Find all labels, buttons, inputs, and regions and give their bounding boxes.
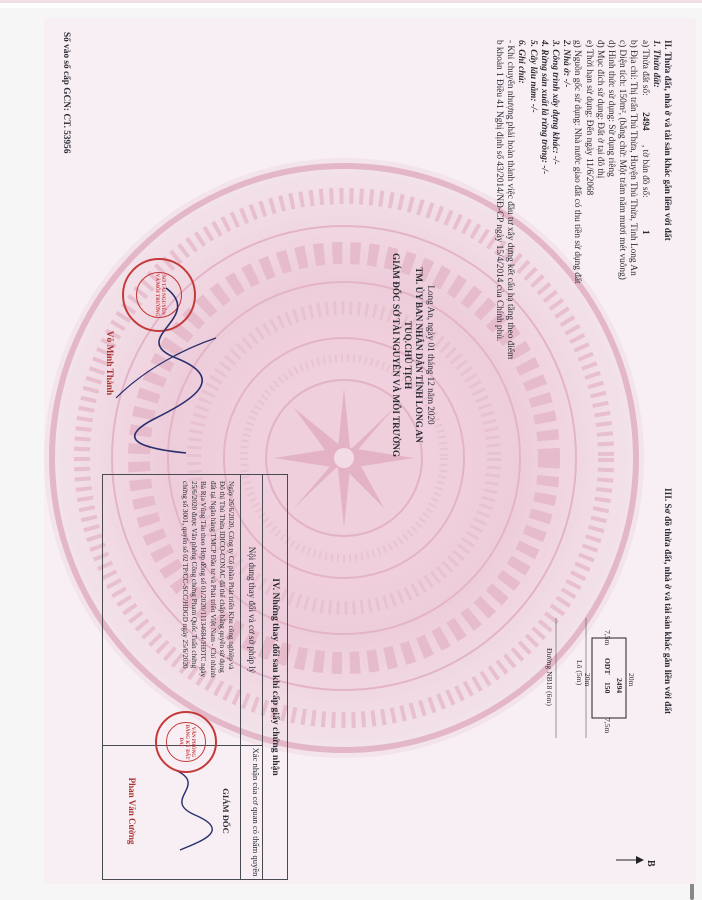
map-sheet-number: 1 xyxy=(639,230,650,235)
entry-line-5: 25/6/2020 được Văn phòng Công chứng Phạm Quốc Tuấn chứng xyxy=(190,481,199,669)
registry-line xyxy=(60,32,71,332)
note-line-2: b khoản 1 Điều 41 Nghị định số 43/2014/NĐ-CP ngày 15/4/2014 của Chính phủ. xyxy=(493,40,504,342)
table-divider xyxy=(262,475,263,879)
section-iii xyxy=(661,488,672,868)
notes-heading: 6. Ghi chú: xyxy=(516,40,527,84)
dim-top: 20m xyxy=(627,673,636,687)
note-line-1: - Khi chuyển nhượng phải hoàn thành việc đầu tư xây dựng kết cấu hạ tầng theo điểm xyxy=(505,40,516,360)
confirm-signer: Phan Văn Cường xyxy=(127,777,137,845)
office-seal-inner xyxy=(166,722,205,761)
registry-number: Số vào sổ cấp GCN: CT. 53956 xyxy=(61,32,71,154)
issuer-title: GIÁM ĐỐC SỞ TÀI NGUYÊN VÀ MÔI TRƯỜNG xyxy=(391,252,402,458)
land-use-code: ODT xyxy=(603,658,612,675)
north-arrow-label: B xyxy=(645,860,656,867)
entry-line-6: chứng số 3001, quyển số 02 TP/CC-SCC/HĐGD ngày 25/6/2020 xyxy=(180,481,189,669)
confirm-role: GIÁM ĐỐC xyxy=(221,788,231,834)
section-iv-title: IV. Những thay đổi sau khi cấp giấy chứng nhận xyxy=(270,578,281,776)
section-iii-title: III. Sơ đồ thửa đất, nhà ở và tài sản khác gắn liền với đất xyxy=(662,488,672,715)
other-construction-line: 3. Công trình xây dựng khác: -/- xyxy=(549,40,560,165)
signature-block xyxy=(390,240,436,470)
col-content-header: Nội dung thay đổi và cơ sở pháp lý xyxy=(247,546,257,674)
entry-line-2: Đô thị Thủ Thừa IDICO-CONAC đã thế chấp bằng quyền sử dụng xyxy=(217,481,226,673)
issuer-authority: TUQ.CHỦ TỊCH xyxy=(403,320,413,390)
parcel-number-line xyxy=(638,40,649,460)
handwritten-signature xyxy=(106,278,226,458)
road-label: Đường NB18 (6m) xyxy=(545,648,554,706)
seal-center-text: SỞ TÀI NGUYÊN VÀ MÔI TRƯỜNG xyxy=(154,273,166,317)
changes-table xyxy=(102,474,288,880)
plot-area: 150 xyxy=(603,682,612,694)
signer-name-wrap xyxy=(103,278,114,448)
section-ii xyxy=(493,40,672,460)
certificate-page xyxy=(44,18,696,884)
parcel-heading: 1. Thửa đất: xyxy=(650,40,661,88)
house-line: 2. Nhà ở: -/- xyxy=(561,40,572,88)
parcel-number: 2494 xyxy=(639,112,650,131)
confirm-signature xyxy=(155,765,215,855)
forest-line: 4. Rừng sản xuất là rừng trồng: -/- xyxy=(538,40,549,175)
dim-bottom: 20m xyxy=(583,673,592,687)
table-header-divider xyxy=(240,475,241,879)
col-confirmation-header: Xác nhận của cơ quan có thẩm quyền xyxy=(251,747,261,877)
dim-right: 7,5m xyxy=(603,718,612,734)
area-line: c) Diện tích: 150m², (bằng chữ: Một trăm năm mươi mét vuông) xyxy=(617,40,628,280)
entry-line-4: Bà Rịa Vũng Tàu theo Hợp đồng số 01/2020/11134684/HĐTC ngày xyxy=(199,481,208,678)
usage-origin-line: g) Nguồn gốc sử dụng: Nhà nước giao đất có thu tiền sử dụng đất xyxy=(572,40,583,284)
dim-left: 7,5m xyxy=(603,630,612,646)
previous-page-edge xyxy=(0,0,702,3)
office-seal xyxy=(155,711,217,773)
usage-purpose-line: đ) Mục đích sử dụng: Đất ở tại đô thị xyxy=(594,40,605,179)
usage-form-line: d) Hình thức sử dụng: Sử dụng riêng xyxy=(605,40,616,177)
lane-label: Lô (5m) xyxy=(575,660,584,686)
entry-line-3: đất tại Ngân hàng TMCP Đầu tư và Phát triển Việt Nam - Chi nhánh xyxy=(208,481,217,678)
issuer-org: TM. ỦY BAN NHÂN DÂN TỈNH LONG AN xyxy=(414,267,425,443)
change-entry xyxy=(180,481,235,743)
parcel-label: a) Thửa đất số: xyxy=(639,40,650,96)
perennial-trees-line: 5. Cây lâu năm: -/- xyxy=(527,40,538,113)
certificate-content xyxy=(44,18,696,884)
office-seal-text: VĂN PHÒNG ĐĂNG KÝ ĐẤT ĐAI xyxy=(178,724,196,760)
parcel-number-in-plot: 2494 xyxy=(615,678,624,694)
signer-name: Võ Minh Thành xyxy=(104,330,114,396)
issue-date: Long An, ngày 01 tháng 12 năm 2020 xyxy=(426,285,436,425)
section-ii-title: II. Thửa đất, nhà ở và tài sản khác gắn liền với đất xyxy=(662,40,672,241)
north-arrow-icon xyxy=(614,850,644,870)
entry-line-1: Ngày 26/6/2020, Công ty Cổ phần Phát triển Khu công nghiệp và xyxy=(227,481,235,670)
usage-term-line: e) Thời hạn sử dụng: Đến ngày 11/6/2068 xyxy=(583,40,594,196)
map-sheet-label: , tờ bản đồ số: xyxy=(639,144,650,198)
address-line: b) Địa chỉ: Thị trấn Thủ Thừa, Huyện Thủ Thừa, Tỉnh Long An xyxy=(628,40,639,276)
